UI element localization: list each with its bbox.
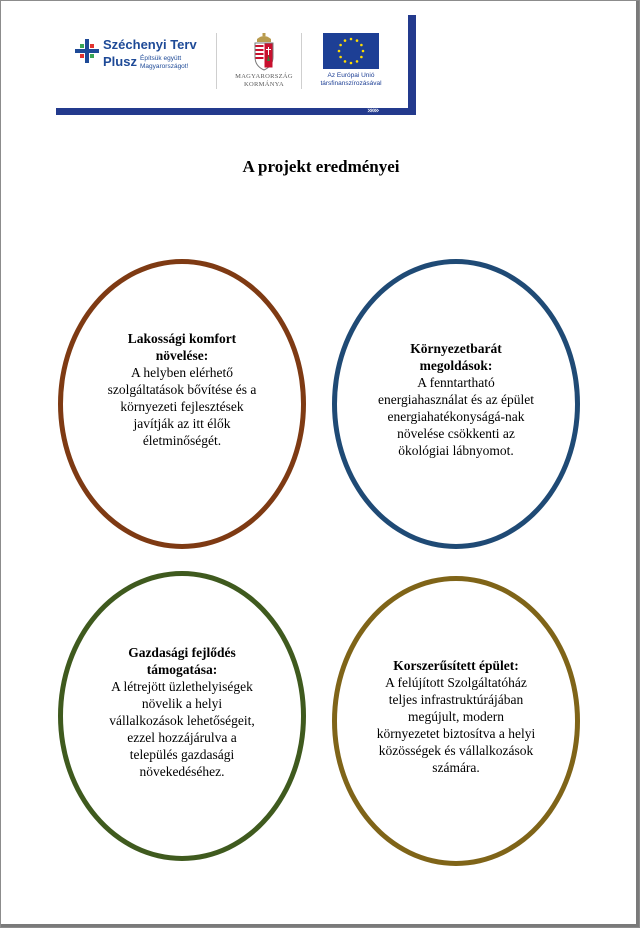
result-building: [332, 576, 580, 866]
result-heading: Lakossági komfort növelése:: [127, 330, 237, 363]
result-text: A felújított Szolgáltatóház teljes infrastruktúrájában megújult, modern környezetet biztosítva a helyi közösségek és vállalkozások számára.: [376, 674, 536, 775]
result-heading: Gazdasági fejlődés támogatása:: [128, 645, 236, 677]
result-content: [376, 657, 536, 776]
result-content: [377, 340, 535, 459]
banner-side-bar: [408, 15, 416, 115]
chevron-right-icon: »»»: [367, 106, 378, 116]
result-heading: Környezetbarát megoldások:: [410, 340, 502, 373]
szechenyi-title: Széchenyi Terv: [103, 37, 197, 52]
szechenyi-motto: [140, 55, 220, 71]
eu-label: [305, 72, 397, 88]
banner-bottom-bar: [56, 108, 413, 115]
government-label: [229, 73, 299, 89]
result-heading: Korszerűsített épület:: [393, 657, 519, 673]
result-comfort: [58, 259, 306, 549]
eu-flag-icon: [323, 33, 379, 69]
logo-divider: [216, 33, 217, 89]
szechenyi-plus: Plusz: [103, 54, 137, 69]
result-text: A létrejött üzlethelyiségek növelik a helyi vállalkozások lehetőségeit, ezzel hozzájárulva a település gazdasági növekedéséhez.: [109, 679, 255, 779]
result-content: [104, 644, 260, 780]
eu-line-1: Az Európai Unió: [327, 72, 375, 79]
government-line-1: MAGYARORSZÁG: [235, 73, 293, 80]
result-text: A fenntartható energiahasználat és az épület energiahatékonyságá-nak növelése csökkenti az ökológiai lábnyomot.: [377, 374, 535, 458]
szechenyi-plus-logo-icon: [73, 37, 101, 65]
result-text: A helyben elérhető szolgáltatások bővítése és a környezeti fejlesztések javítják az itt élők életminőségét.: [107, 364, 257, 448]
motto-line-2: Magyarországot!: [140, 63, 189, 70]
result-environment: [332, 259, 580, 549]
hungarian-coat-of-arms-icon: [249, 33, 279, 71]
government-line-2: KORMÁNYA: [244, 81, 284, 88]
logo-divider: [301, 33, 302, 89]
result-content: [102, 330, 262, 449]
result-economy: [58, 571, 306, 861]
page-title: A projekt eredményei: [242, 157, 400, 176]
eu-line-2: társfinanszírozásával: [320, 80, 382, 87]
motto-line-1: Építsük együtt: [140, 55, 182, 62]
